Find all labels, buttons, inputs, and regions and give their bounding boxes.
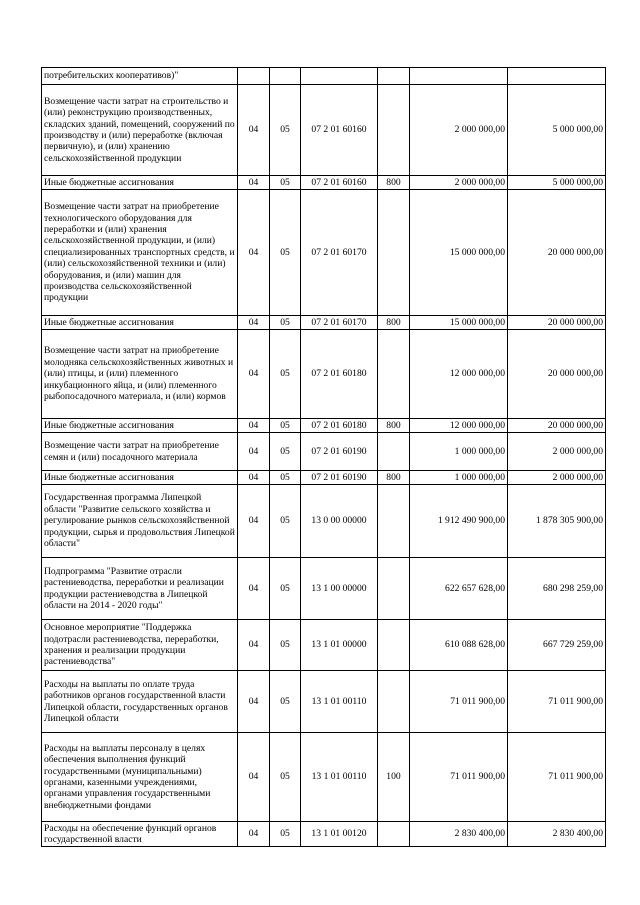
subsection-cell: 05 — [270, 822, 301, 847]
amount-year-1-cell: 2 000 000,00 — [410, 176, 508, 190]
section-cell: 04 — [238, 485, 270, 558]
row-name-cell: Возмещение части затрат на строительство и (или) реконструкцию производственных, складских зданий, помещений, сооружений по производству и (или) переработке (включая первичную), и (или) хранению сельскохозяйственной продукции — [42, 85, 238, 176]
subsection-cell: 05 — [270, 419, 301, 433]
target-article-cell: 13 1 01 00000 — [301, 620, 378, 671]
amount-year-1-cell: 610 088 628,00 — [410, 620, 508, 671]
subsection-cell: 05 — [270, 176, 301, 190]
section-cell: 04 — [238, 176, 270, 190]
table-row — [42, 558, 606, 620]
amount-year-2-cell: 2 000 000,00 — [508, 471, 606, 485]
table-row — [42, 85, 606, 176]
section-cell: 04 — [238, 433, 270, 471]
section-cell: 04 — [238, 471, 270, 485]
row-name-cell: Иные бюджетные ассигнования — [42, 419, 238, 433]
subsection-cell: 05 — [270, 330, 301, 419]
section-cell: 04 — [238, 671, 270, 733]
amount-year-1-cell: 2 000 000,00 — [410, 85, 508, 176]
target-article-cell: 07 2 01 60190 — [301, 433, 378, 471]
section-cell: 04 — [238, 620, 270, 671]
target-article-cell: 07 2 01 60180 — [301, 330, 378, 419]
amount-year-2-cell: 71 011 900,00 — [508, 733, 606, 822]
expense-type-cell: 800 — [378, 316, 410, 330]
subsection-cell: 05 — [270, 190, 301, 316]
subsection-cell: 05 — [270, 471, 301, 485]
expense-type-cell — [378, 822, 410, 847]
amount-year-2-cell: 20 000 000,00 — [508, 419, 606, 433]
section-cell: 04 — [238, 330, 270, 419]
expense-type-cell — [378, 85, 410, 176]
table-row — [42, 316, 606, 330]
amount-year-1-cell: 15 000 000,00 — [410, 316, 508, 330]
target-article-cell — [301, 68, 378, 85]
row-name-cell: Иные бюджетные ассигнования — [42, 471, 238, 485]
target-article-cell: 13 1 00 00000 — [301, 558, 378, 620]
row-name-cell: Иные бюджетные ассигнования — [42, 176, 238, 190]
table-row — [42, 471, 606, 485]
row-name-cell: Основное мероприятие "Поддержка подотрасли растениеводства, переработки, хранения и реализации продукции растениеводства" — [42, 620, 238, 671]
target-article-cell: 13 1 01 00120 — [301, 822, 378, 847]
amount-year-1-cell: 12 000 000,00 — [410, 330, 508, 419]
row-name-cell: Расходы на обеспечение функций органов государственной власти — [42, 822, 238, 847]
amount-year-1-cell: 71 011 900,00 — [410, 671, 508, 733]
target-article-cell: 07 2 01 60170 — [301, 190, 378, 316]
target-article-cell: 13 1 01 00110 — [301, 671, 378, 733]
amount-year-2-cell: 2 830 400,00 — [508, 822, 606, 847]
amount-year-1-cell: 1 000 000,00 — [410, 471, 508, 485]
target-article-cell: 13 0 00 00000 — [301, 485, 378, 558]
row-name-cell: потребительских кооперативов)" — [42, 68, 238, 85]
subsection-cell: 05 — [270, 558, 301, 620]
table-row — [42, 433, 606, 471]
table-row — [42, 190, 606, 316]
amount-year-2-cell: 5 000 000,00 — [508, 176, 606, 190]
amount-year-1-cell: 71 011 900,00 — [410, 733, 508, 822]
row-name-cell: Подпрограмма "Развитие отрасли растениеводства, переработки и реализации продукции растениеводства в Липецкой области на 2014 - 2020 годы" — [42, 558, 238, 620]
amount-year-1-cell: 1 912 490 900,00 — [410, 485, 508, 558]
amount-year-2-cell: 1 878 305 900,00 — [508, 485, 606, 558]
amount-year-2-cell: 680 298 259,00 — [508, 558, 606, 620]
section-cell: 04 — [238, 85, 270, 176]
amount-year-2-cell: 20 000 000,00 — [508, 316, 606, 330]
subsection-cell: 05 — [270, 485, 301, 558]
table-row — [42, 68, 606, 85]
amount-year-2-cell — [508, 68, 606, 85]
section-cell: 04 — [238, 419, 270, 433]
section-cell — [238, 68, 270, 85]
table-row — [42, 330, 606, 419]
expense-type-cell: 800 — [378, 471, 410, 485]
expense-type-cell — [378, 330, 410, 419]
row-name-cell: Возмещение части затрат на приобретение технологического оборудования для переработки и (или) хранения сельскохозяйственной продукции, и (или) специализированных транспортных средств, и (или) сельскохозяйственной техники и (или) оборудования, и (или) машин для производства сельскохозяйственной продукции — [42, 190, 238, 316]
expense-type-cell — [378, 558, 410, 620]
table-row — [42, 671, 606, 733]
amount-year-1-cell: 1 000 000,00 — [410, 433, 508, 471]
amount-year-1-cell: 2 830 400,00 — [410, 822, 508, 847]
amount-year-1-cell: 15 000 000,00 — [410, 190, 508, 316]
row-name-cell: Государственная программа Липецкой области "Развитие сельского хозяйства и регулирование рынков сельскохозяйственной продукции, сырья и продовольствия Липецкой области" — [42, 485, 238, 558]
amount-year-2-cell: 20 000 000,00 — [508, 330, 606, 419]
subsection-cell — [270, 68, 301, 85]
section-cell: 04 — [238, 558, 270, 620]
section-cell: 04 — [238, 733, 270, 822]
target-article-cell: 07 2 01 60170 — [301, 316, 378, 330]
row-name-cell: Возмещение части затрат на приобретение молодняка сельскохозяйственных животных и (или) птицы, и (или) племенного инкубационного яйца, и (или) племенного рыбопосадочного материала, и (или) кормов — [42, 330, 238, 419]
amount-year-2-cell: 71 011 900,00 — [508, 671, 606, 733]
expense-type-cell — [378, 190, 410, 316]
row-name-cell: Иные бюджетные ассигнования — [42, 316, 238, 330]
target-article-cell: 13 1 01 00110 — [301, 733, 378, 822]
target-article-cell: 07 2 01 60160 — [301, 176, 378, 190]
table-row — [42, 733, 606, 822]
target-article-cell: 07 2 01 60160 — [301, 85, 378, 176]
section-cell: 04 — [238, 822, 270, 847]
target-article-cell: 07 2 01 60190 — [301, 471, 378, 485]
subsection-cell: 05 — [270, 316, 301, 330]
amount-year-1-cell: 622 657 628,00 — [410, 558, 508, 620]
amount-year-2-cell: 2 000 000,00 — [508, 433, 606, 471]
target-article-cell: 07 2 01 60180 — [301, 419, 378, 433]
section-cell: 04 — [238, 190, 270, 316]
amount-year-2-cell: 667 729 259,00 — [508, 620, 606, 671]
section-cell: 04 — [238, 316, 270, 330]
row-name-cell: Расходы на выплаты по оплате труда работников органов государственной власти Липецкой области, государственных органов Липецкой области — [42, 671, 238, 733]
table-row — [42, 822, 606, 847]
expense-type-cell — [378, 620, 410, 671]
amount-year-2-cell: 5 000 000,00 — [508, 85, 606, 176]
expense-type-cell — [378, 485, 410, 558]
table-row — [42, 419, 606, 433]
expense-type-cell — [378, 433, 410, 471]
subsection-cell: 05 — [270, 85, 301, 176]
table-row — [42, 620, 606, 671]
expense-type-cell: 800 — [378, 419, 410, 433]
subsection-cell: 05 — [270, 733, 301, 822]
budget-table — [41, 67, 606, 847]
table-row — [42, 485, 606, 558]
amount-year-1-cell: 12 000 000,00 — [410, 419, 508, 433]
subsection-cell: 05 — [270, 671, 301, 733]
table-body — [42, 68, 606, 847]
row-name-cell: Возмещение части затрат на приобретение семян и (или) посадочного материала — [42, 433, 238, 471]
expense-type-cell — [378, 68, 410, 85]
expense-type-cell: 800 — [378, 176, 410, 190]
table-row — [42, 176, 606, 190]
expense-type-cell: 100 — [378, 733, 410, 822]
subsection-cell: 05 — [270, 620, 301, 671]
row-name-cell: Расходы на выплаты персоналу в целях обеспечения выполнения функций государственными (муниципальными) органами, казенными учреждениями, органами управления государственными внебюджетными фондами — [42, 733, 238, 822]
amount-year-1-cell — [410, 68, 508, 85]
subsection-cell: 05 — [270, 433, 301, 471]
amount-year-2-cell: 20 000 000,00 — [508, 190, 606, 316]
expense-type-cell — [378, 671, 410, 733]
